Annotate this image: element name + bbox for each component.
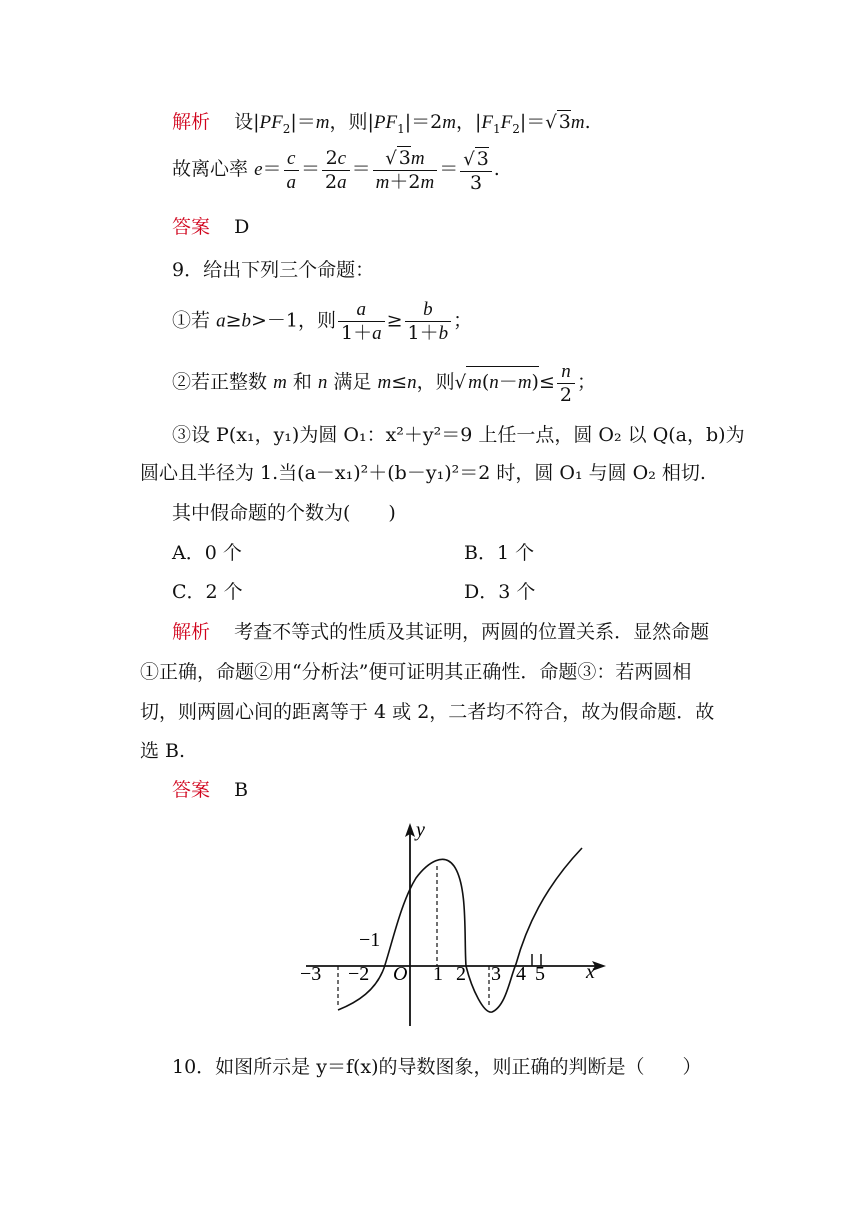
tick-label-3: 3 [491, 963, 501, 985]
option-d[interactable]: D．3 个 [464, 581, 536, 603]
answer-value-8: D [234, 216, 250, 238]
origin-label: O [393, 963, 408, 985]
answer-row-8 [172, 212, 249, 239]
answer-row-9 [172, 775, 248, 802]
question-10-stem: 10．如图所示是 y＝f(x)的导数图象，则正确的判断是（ ） [172, 1056, 702, 1078]
analysis-9-line2: ①正确，命题②用“分析法”便可证明其正确性．命题③：若两圆相 [140, 661, 692, 683]
question-9-stem: 9．给出下列三个命题： [172, 259, 375, 281]
p1-prefix: ①若 [172, 309, 211, 332]
tick-label-5: 5 [535, 963, 545, 985]
tick-label-1: 1 [433, 963, 443, 985]
analysis-text-8: 设$|PF_2|=m$，则$|PF_1|=2m$，$|F_1F_2|=√$ 3m. [234, 111, 591, 136]
tick-label-2: 2 [456, 963, 466, 985]
tick-label-4: 4 [516, 963, 526, 985]
analysis-9-line4: 选 B. [140, 740, 186, 762]
tick-label-minus3: −3 [300, 963, 322, 985]
option-a[interactable]: A．0 个 [172, 542, 242, 564]
answer-label: 答案 [172, 779, 211, 801]
analysis-9-line3: 切，则两圆心间的距离等于 4 或 2，二者均不符合，故为假命题．故 [140, 701, 715, 723]
proposition-2: ②若正整数 m 和 n 满足 m≤n，则√ m(n－m)≤ $\frac{n}{2}$ ； [172, 361, 596, 406]
tick-label-minus1: −1 [359, 929, 381, 951]
analysis-label: 解析 [172, 111, 211, 133]
proposition-3-line2: 圆心且半径为 1.当(a－x₁)²＋(b－y₁)²＝2 时，圆 O₁ 与圆 O₂ 相切. [140, 462, 706, 484]
analysis-9-line1: 考查不等式的性质及其证明，两圆的位置关系．显然命题 [234, 621, 710, 643]
x-label: x [586, 961, 595, 983]
answer-value-9: B [234, 779, 249, 801]
formula-prefix: 故离心率 [172, 158, 249, 180]
option-b[interactable]: B．1 个 [464, 542, 535, 564]
derivative-graph [296, 818, 616, 1033]
tick-label-minus2: −2 [348, 963, 370, 985]
analysis-label: 解析 [172, 621, 211, 643]
question-9-prompt: 其中假命题的个数为( ) [172, 502, 396, 524]
analysis-row-8 [172, 107, 591, 136]
analysis-row-9 [172, 617, 709, 644]
option-c[interactable]: C．2 个 [172, 581, 243, 603]
proposition-1: ①若 a≥b>－1，则 $\frac{a}{1+a}$ ≥ $\frac{b}{1+b}$ ； [172, 299, 473, 344]
p2-prefix: ②若正整数 [172, 371, 268, 393]
eccentricity-formula: 故离心率 e＝ $\frac{c}{a}$ ＝ $\frac{2c}{2a}$ ＝ $\frac{√ 3m}{m+2m}$ ＝ $\frac{√ 3}{3}$ . [172, 146, 500, 194]
y-label: y [416, 819, 425, 841]
answer-label: 答案 [172, 216, 211, 238]
proposition-3-line1: ③设 P(x₁，y₁)为圆 O₁：x²＋y²＝9 上任一点，圆 O₂ 以 Q(a，b)为 [172, 424, 745, 446]
